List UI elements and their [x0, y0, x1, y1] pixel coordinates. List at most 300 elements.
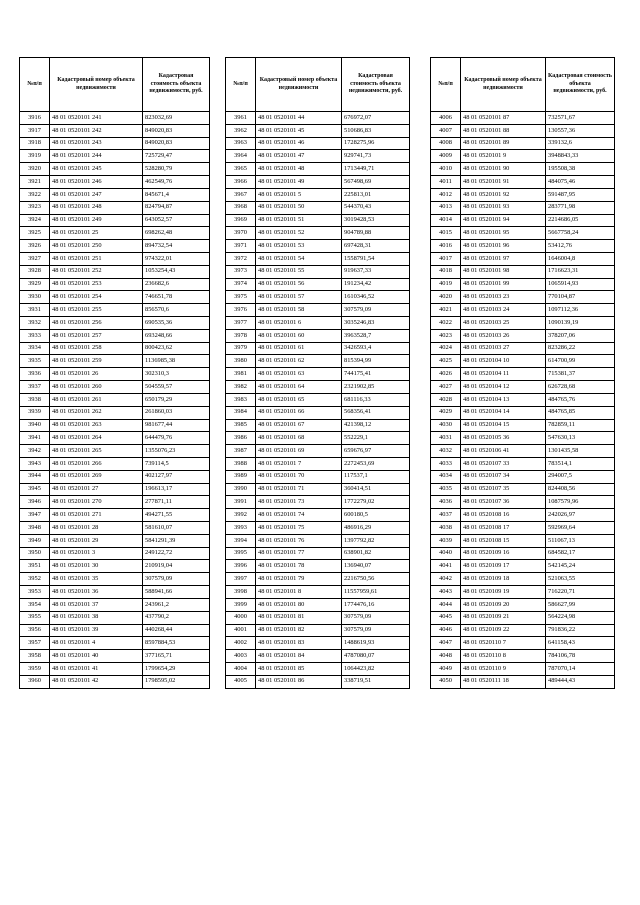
- table-row: [226, 381, 410, 394]
- row-number: 4049: [431, 662, 461, 675]
- table-row: [226, 598, 410, 611]
- cadastral-value: 1558791,54: [342, 252, 410, 265]
- cadastral-value: 856570,6: [143, 304, 210, 317]
- table-row: [226, 201, 410, 214]
- table-row: [431, 150, 615, 163]
- cadastral-value: 1090139,19: [546, 317, 615, 330]
- table-row: [20, 547, 210, 560]
- table-row: [431, 214, 615, 227]
- cadastral-value: 568356,41: [342, 406, 410, 419]
- row-number: 3919: [20, 150, 50, 163]
- row-number: 4023: [431, 329, 461, 342]
- table-row: [20, 329, 210, 342]
- cadastral-number: 48 01 0520101 85: [256, 662, 342, 675]
- cadastral-number: 48 01 0520104 12: [461, 381, 546, 394]
- row-number: 4024: [431, 342, 461, 355]
- cadastral-number: 48 01 0520101 254: [50, 291, 143, 304]
- row-number: 3989: [226, 470, 256, 483]
- cadastral-value: 823286,22: [546, 342, 615, 355]
- row-number: 4016: [431, 240, 461, 253]
- row-number: 3950: [20, 547, 50, 560]
- cadastral-value: 588941,66: [143, 586, 210, 599]
- cadastral-value: 1798595,02: [143, 675, 210, 688]
- cadastral-number: 48 01 0520101 265: [50, 445, 143, 458]
- table-row: [20, 470, 210, 483]
- row-number: 4047: [431, 637, 461, 650]
- cadastral-value: 8597884,53: [143, 637, 210, 650]
- table-row: [431, 650, 615, 663]
- table-row: [431, 675, 615, 688]
- cadastral-value: 1065914,93: [546, 278, 615, 291]
- table-row: [20, 240, 210, 253]
- cadastral-number: 48 01 0520101 26: [50, 368, 143, 381]
- table-row: [20, 368, 210, 381]
- row-number: 4003: [226, 650, 256, 663]
- cadastral-number: 48 01 0520101 83: [256, 637, 342, 650]
- table-row: [431, 368, 615, 381]
- row-number: 4046: [431, 624, 461, 637]
- cadastral-value: 725729,47: [143, 150, 210, 163]
- cadastral-number: 48 01 0520101 89: [461, 137, 546, 150]
- cadastral-value: 643052,57: [143, 214, 210, 227]
- table-row: [226, 675, 410, 688]
- row-number: 4035: [431, 483, 461, 496]
- table-row: [226, 188, 410, 201]
- row-number: 3994: [226, 534, 256, 547]
- cadastral-number: 48 01 0520101 260: [50, 381, 143, 394]
- table-row: [20, 637, 210, 650]
- cadastral-number: 48 01 0520101 49: [256, 176, 342, 189]
- cadastral-value: 929741,73: [342, 150, 410, 163]
- cadastral-value: 791836,22: [546, 624, 615, 637]
- table-row: [431, 406, 615, 419]
- cadastral-number: 48 01 0520101 245: [50, 163, 143, 176]
- cadastral-number: 48 01 0520101 57: [256, 291, 342, 304]
- row-number: 3952: [20, 573, 50, 586]
- row-number: 3967: [226, 188, 256, 201]
- cadastral-value: 684582,17: [546, 547, 615, 560]
- table-row: [431, 124, 615, 137]
- col-header-cadastral-value: Кадастровая стоимость объекта недвижимости, руб.: [546, 58, 615, 112]
- row-number: 4026: [431, 368, 461, 381]
- row-number: 3970: [226, 227, 256, 240]
- row-number: 3976: [226, 304, 256, 317]
- cadastral-number: 48 01 0520101 4: [50, 637, 143, 650]
- cadastral-value: 360414,51: [342, 483, 410, 496]
- table-row: [431, 470, 615, 483]
- row-number: 3918: [20, 137, 50, 150]
- row-number: 3945: [20, 483, 50, 496]
- cadastral-number: 48 01 0520101 84: [256, 650, 342, 663]
- table-row: [226, 650, 410, 663]
- table-row: [431, 637, 615, 650]
- table-row: [20, 675, 210, 688]
- col-header-cadastral-number: Кадастровый номер объекта недвижимости: [461, 58, 546, 112]
- table-row: [20, 509, 210, 522]
- table-row: [20, 176, 210, 189]
- cadastral-value: 494271,55: [143, 509, 210, 522]
- table-row: [226, 252, 410, 265]
- cadastral-value: 225813,01: [342, 188, 410, 201]
- cadastral-number: 48 01 0520101 252: [50, 265, 143, 278]
- table-row: [20, 342, 210, 355]
- row-number: 4039: [431, 534, 461, 547]
- cadastral-number: 48 01 0520110 7: [461, 637, 546, 650]
- row-number: 3990: [226, 483, 256, 496]
- cadastral-value: 586627,99: [546, 598, 615, 611]
- cadastral-number: 48 01 0520101 259: [50, 355, 143, 368]
- table-row: [20, 381, 210, 394]
- cadastral-number: 48 01 0520101 29: [50, 534, 143, 547]
- table-row: [20, 457, 210, 470]
- table-row: [226, 176, 410, 189]
- cadastral-value: 981677,44: [143, 419, 210, 432]
- cadastral-value: 1799654,29: [143, 662, 210, 675]
- table-row: [226, 445, 410, 458]
- cadastral-value: 3019428,53: [342, 214, 410, 227]
- cadastral-number: 48 01 0520101 27: [50, 483, 143, 496]
- cadastral-value: 511067,13: [546, 534, 615, 547]
- row-number: 4002: [226, 637, 256, 650]
- table-row: [20, 432, 210, 445]
- cadastral-value: 782859,11: [546, 419, 615, 432]
- cadastral-number: 48 01 0520101 52: [256, 227, 342, 240]
- cadastral-value: 600180,5: [342, 509, 410, 522]
- col-header-number: №п/п: [226, 58, 256, 112]
- table-row: [226, 611, 410, 624]
- table-row: [431, 598, 615, 611]
- cadastral-number: 48 01 0520101 70: [256, 470, 342, 483]
- cadastral-value: 2321902,85: [342, 381, 410, 394]
- table-row: [226, 112, 410, 125]
- row-number: 3993: [226, 522, 256, 535]
- table-row: [431, 611, 615, 624]
- cadastral-number: 48 01 0520104 11: [461, 368, 546, 381]
- row-number: 4034: [431, 470, 461, 483]
- table-row: [226, 124, 410, 137]
- cadastral-number: 48 01 0520104 15: [461, 419, 546, 432]
- table-row: [431, 227, 615, 240]
- table-row: [20, 560, 210, 573]
- table-row: [431, 265, 615, 278]
- row-number: 4050: [431, 675, 461, 688]
- cadastral-number: 48 01 0520101 71: [256, 483, 342, 496]
- row-number: 3969: [226, 214, 256, 227]
- cadastral-number: 48 01 0520103 24: [461, 304, 546, 317]
- cadastral-number: 48 01 0520101 73: [256, 496, 342, 509]
- cadastral-value: 307579,09: [342, 304, 410, 317]
- table-row: [226, 560, 410, 573]
- cadastral-value: 283771,98: [546, 201, 615, 214]
- row-number: 4012: [431, 188, 461, 201]
- cadastral-number: 48 01 0520101 79: [256, 573, 342, 586]
- cadastral-number: 48 01 0520107 34: [461, 470, 546, 483]
- table-row: [431, 176, 615, 189]
- table-row: [431, 445, 615, 458]
- cadastral-number: 48 01 0520101 264: [50, 432, 143, 445]
- row-number: 3982: [226, 381, 256, 394]
- cadastral-number: 48 01 0520101 82: [256, 624, 342, 637]
- row-number: 3920: [20, 163, 50, 176]
- cadastral-number: 48 01 0520101 65: [256, 393, 342, 406]
- cadastral-number: 48 01 0520101 25: [50, 227, 143, 240]
- cadastral-number: 48 01 0520101 8: [256, 586, 342, 599]
- cadastral-number: 48 01 0520101 244: [50, 150, 143, 163]
- cadastral-value: 638901,82: [342, 547, 410, 560]
- table-row: [20, 611, 210, 624]
- cadastral-value: 544370,43: [342, 201, 410, 214]
- cadastral-number: 48 01 0520103 23: [461, 291, 546, 304]
- cadastral-number: 48 01 0520105 36: [461, 432, 546, 445]
- cadastral-value: 698262,48: [143, 227, 210, 240]
- col-header-cadastral-number: Кадастровый номер объекта недвижимости: [256, 58, 342, 112]
- cadastral-number: 48 01 0520101 56: [256, 278, 342, 291]
- cadastral-value: 904789,88: [342, 227, 410, 240]
- cadastral-number: 48 01 0520109 17: [461, 560, 546, 573]
- row-number: 3977: [226, 317, 256, 330]
- table-row: [226, 150, 410, 163]
- table-row: [226, 163, 410, 176]
- row-number: 3959: [20, 662, 50, 675]
- cadastral-value: 2216750,56: [342, 573, 410, 586]
- row-number: 3929: [20, 278, 50, 291]
- row-number: 3936: [20, 368, 50, 381]
- cadastral-number: 48 01 0520101 91: [461, 176, 546, 189]
- cadastral-number: 48 01 0520101 246: [50, 176, 143, 189]
- row-number: 3962: [226, 124, 256, 137]
- cadastral-number: 48 01 0520103 27: [461, 342, 546, 355]
- row-number: 3944: [20, 470, 50, 483]
- table-row: [431, 304, 615, 317]
- cadastral-value: 117537,1: [342, 470, 410, 483]
- cadastral-number: 48 01 0520101 96: [461, 240, 546, 253]
- cadastral-value: 486916,29: [342, 522, 410, 535]
- cadastral-number: 48 01 0520101 46: [256, 137, 342, 150]
- cadastral-value: 659676,97: [342, 445, 410, 458]
- row-number: 3926: [20, 240, 50, 253]
- cadastral-value: 462549,76: [143, 176, 210, 189]
- cadastral-number: 48 01 0520101 271: [50, 509, 143, 522]
- cadastral-number: 48 01 0520101 39: [50, 624, 143, 637]
- cadastral-number: 48 01 0520101 63: [256, 368, 342, 381]
- table-row: [226, 662, 410, 675]
- table-row: [431, 291, 615, 304]
- row-number: 3951: [20, 560, 50, 573]
- table-row: [226, 586, 410, 599]
- cadastral-number: 48 01 0520104 13: [461, 393, 546, 406]
- table-row: [431, 457, 615, 470]
- table-row: [431, 560, 615, 573]
- table-row: [431, 278, 615, 291]
- col-header-cadastral-value: Кадастровая стоимость объекта недвижимости, руб.: [143, 58, 210, 112]
- row-number: 4032: [431, 445, 461, 458]
- cadastral-value: 242026,97: [546, 509, 615, 522]
- cadastral-table-3: [430, 57, 615, 689]
- cadastral-number: 48 01 0520101 3: [50, 547, 143, 560]
- row-number: 4000: [226, 611, 256, 624]
- cadastral-value: 53412,76: [546, 240, 615, 253]
- row-number: 3986: [226, 432, 256, 445]
- cadastral-value: 236682,6: [143, 278, 210, 291]
- table-row: [226, 483, 410, 496]
- cadastral-number: 48 01 0520101 76: [256, 534, 342, 547]
- table-row: [431, 393, 615, 406]
- table-row: [431, 329, 615, 342]
- cadastral-value: 974322,01: [143, 252, 210, 265]
- row-number: 4042: [431, 573, 461, 586]
- cadastral-value: 504559,57: [143, 381, 210, 394]
- cadastral-value: 849020,83: [143, 124, 210, 137]
- cadastral-number: 48 01 0520101 60: [256, 329, 342, 342]
- cadastral-value: 437790,2: [143, 611, 210, 624]
- row-number: 4048: [431, 650, 461, 663]
- cadastral-value: 3963528,7: [342, 329, 410, 342]
- table-row: [20, 188, 210, 201]
- cadastral-value: 1355076,23: [143, 445, 210, 458]
- table-row: [20, 252, 210, 265]
- table-row: [226, 637, 410, 650]
- row-number: 4018: [431, 265, 461, 278]
- cadastral-value: 3948843,33: [546, 150, 615, 163]
- cadastral-number: 48 01 0520101 45: [256, 124, 342, 137]
- cadastral-number: 48 01 0520101 270: [50, 496, 143, 509]
- table-row: [20, 265, 210, 278]
- cadastral-number: 48 01 0520101 64: [256, 381, 342, 394]
- cadastral-value: 2272453,69: [342, 457, 410, 470]
- cadastral-number: 48 01 0520108 16: [461, 509, 546, 522]
- cadastral-value: 1301435,58: [546, 445, 615, 458]
- row-number: 4027: [431, 381, 461, 394]
- row-number: 3960: [20, 675, 50, 688]
- cadastral-number: 48 01 0520101 68: [256, 432, 342, 445]
- cadastral-number: 48 01 0520109 21: [461, 611, 546, 624]
- table-row: [226, 368, 410, 381]
- row-number: 4031: [431, 432, 461, 445]
- table-row: [226, 470, 410, 483]
- table-row: [20, 227, 210, 240]
- row-number: 3935: [20, 355, 50, 368]
- row-number: 3938: [20, 393, 50, 406]
- table-row: [431, 201, 615, 214]
- cadastral-value: 338719,51: [342, 675, 410, 688]
- table-row: [431, 381, 615, 394]
- cadastral-value: 130557,36: [546, 124, 615, 137]
- table-row: [20, 522, 210, 535]
- cadastral-number: 48 01 0520107 36: [461, 496, 546, 509]
- cadastral-value: 484075,46: [546, 176, 615, 189]
- row-number: 4020: [431, 291, 461, 304]
- cadastral-value: 377165,71: [143, 650, 210, 663]
- cadastral-value: 849020,83: [143, 137, 210, 150]
- cadastral-number: 48 01 0520101 7: [256, 457, 342, 470]
- cadastral-number: 48 01 0520101 42: [50, 675, 143, 688]
- cadastral-value: 787070,14: [546, 662, 615, 675]
- cadastral-value: 195508,38: [546, 163, 615, 176]
- table-row: [431, 547, 615, 560]
- cadastral-number: 48 01 0520101 269: [50, 470, 143, 483]
- row-number: 3968: [226, 201, 256, 214]
- cadastral-number: 48 01 0520108 15: [461, 534, 546, 547]
- table-row: [20, 496, 210, 509]
- row-number: 3973: [226, 265, 256, 278]
- cadastral-value: 302310,3: [143, 368, 210, 381]
- cadastral-table-1: [19, 57, 210, 689]
- row-number: 3924: [20, 214, 50, 227]
- cadastral-value: 3426593,4: [342, 342, 410, 355]
- cadastral-value: 552229,1: [342, 432, 410, 445]
- table-row: [431, 534, 615, 547]
- cadastral-value: 567498,69: [342, 176, 410, 189]
- cadastral-value: 1713449,71: [342, 163, 410, 176]
- cadastral-number: 48 01 0520101 88: [461, 124, 546, 137]
- table-row: [20, 534, 210, 547]
- row-number: 4019: [431, 278, 461, 291]
- row-number: 4001: [226, 624, 256, 637]
- cadastral-value: 581610,07: [143, 522, 210, 535]
- cadastral-value: 136940,07: [342, 560, 410, 573]
- row-number: 4004: [226, 662, 256, 675]
- row-number: 4030: [431, 419, 461, 432]
- cadastral-number: 48 01 0520109 20: [461, 598, 546, 611]
- row-number: 3998: [226, 586, 256, 599]
- row-number: 4014: [431, 214, 461, 227]
- cadastral-number: 48 01 0520101 35: [50, 573, 143, 586]
- row-number: 3953: [20, 586, 50, 599]
- cadastral-number: 48 01 0520101 247: [50, 188, 143, 201]
- cadastral-value: 277871,11: [143, 496, 210, 509]
- table-row: [226, 278, 410, 291]
- cadastral-value: 521063,55: [546, 573, 615, 586]
- row-number: 3916: [20, 112, 50, 125]
- cadastral-value: 783514,1: [546, 457, 615, 470]
- cadastral-number: 48 01 0520101 253: [50, 278, 143, 291]
- cadastral-number: 48 01 0520101 9: [461, 150, 546, 163]
- cadastral-value: 5841291,39: [143, 534, 210, 547]
- cadastral-number: 48 01 0520101 51: [256, 214, 342, 227]
- cadastral-value: 676972,07: [342, 112, 410, 125]
- cadastral-number: 48 01 0520101 74: [256, 509, 342, 522]
- cadastral-number: 48 01 0520101 262: [50, 406, 143, 419]
- cadastral-value: 307579,09: [143, 573, 210, 586]
- cadastral-value: 210919,04: [143, 560, 210, 573]
- table-row: [20, 112, 210, 125]
- cadastral-number: 48 01 0520110 9: [461, 662, 546, 675]
- cadastral-number: 48 01 0520101 50: [256, 201, 342, 214]
- row-number: 3923: [20, 201, 50, 214]
- cadastral-number: 48 01 0520101 93: [461, 201, 546, 214]
- cadastral-number: 48 01 0520101 61: [256, 342, 342, 355]
- row-number: 3931: [20, 304, 50, 317]
- cadastral-number: 48 01 0520101 5: [256, 188, 342, 201]
- row-number: 3981: [226, 368, 256, 381]
- row-number: 3928: [20, 265, 50, 278]
- cadastral-number: 48 01 0520101 251: [50, 252, 143, 265]
- cadastral-number: 48 01 0520110 8: [461, 650, 546, 663]
- table-row: [20, 137, 210, 150]
- cadastral-value: 824408,56: [546, 483, 615, 496]
- row-number: 4006: [431, 112, 461, 125]
- cadastral-value: 1087579,96: [546, 496, 615, 509]
- row-number: 3964: [226, 150, 256, 163]
- row-number: 4010: [431, 163, 461, 176]
- cadastral-number: 48 01 0520101 44: [256, 112, 342, 125]
- cadastral-number: 48 01 0520101 263: [50, 419, 143, 432]
- cadastral-number: 48 01 0520101 6: [256, 317, 342, 330]
- row-number: 3955: [20, 611, 50, 624]
- cadastral-value: 5667758,24: [546, 227, 615, 240]
- row-number: 3948: [20, 522, 50, 535]
- row-number: 4022: [431, 317, 461, 330]
